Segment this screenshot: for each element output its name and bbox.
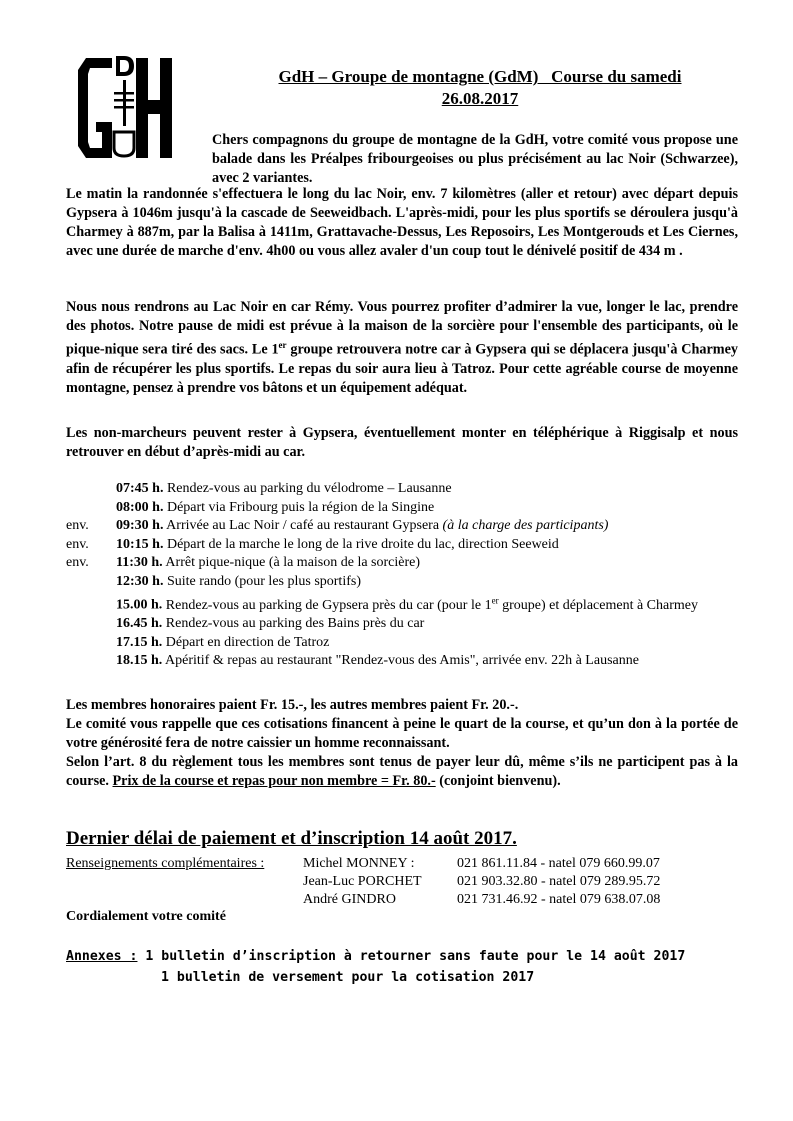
schedule-time: 07:45 h.	[116, 481, 164, 496]
annexes-label: Annexes :	[66, 949, 138, 964]
schedule-body	[116, 517, 746, 536]
paragraph-route: Le matin la randonnée s'effectuera le long du lac Noir, env. 7 kilomètres (aller et retour) avec départ depuis Gypsera à 1046m jusqu'à la cascade de Seeweidbach. L'après-midi, pour les plus sportifs se déroulera jusqu'à Charmey à 887m, par la Balisa à 1411m, Grattavache-Dessus, Les Reposoirs, Les Montgerouds et Les Ciernes, avec une durée de marche d'env. 4h00 ou vous allez avaler d'un coup tout le dénivelé positif de 434 m .	[66, 186, 738, 259]
contact-name: Jean-Luc PORCHET	[303, 874, 422, 889]
schedule-text: Départ via Fribourg puis la région de la Singine	[163, 499, 435, 515]
schedule-text: Arrêt pique-nique (à la maison de la sorcière)	[162, 555, 421, 570]
schedule-body	[116, 480, 746, 499]
schedule-text: Rendez-vous au parking de Gypsera près du car (pour le 1er groupe) et déplacement à Charmey	[162, 595, 698, 613]
schedule-time: 15.00 h.	[116, 597, 163, 613]
schedule-time: 11:30 h.	[116, 555, 163, 570]
contacts-block	[66, 855, 746, 909]
schedule-time: 17.15 h.	[116, 634, 163, 650]
schedule-item	[66, 536, 746, 555]
schedule-item	[66, 634, 746, 653]
schedule-item	[66, 573, 746, 592]
schedule-text: Arrivée au Lac Noir / café au restaurant Gypsera	[163, 518, 443, 533]
superscript-er: er	[278, 340, 287, 350]
page-title	[200, 66, 760, 110]
contact-phones: 021 861.11.84 - natel 079 660.99.07	[457, 856, 660, 871]
schedule-prefix: env.	[66, 536, 89, 552]
schedule-body	[116, 615, 746, 634]
contact-name: André GINDRO	[303, 892, 396, 907]
schedule-note: (à la charge des participants)	[442, 518, 609, 533]
paragraph-transport	[66, 298, 738, 398]
fees-line: Les membres honoraires paient Fr. 15.-, les autres membres paient Fr. 20.-.	[66, 697, 519, 713]
schedule-text: Départ en direction de Tatroz	[162, 634, 330, 650]
schedule-text: Départ de la marche le long de la rive droite du lac, direction Seeweid	[163, 536, 559, 552]
rules-line	[66, 753, 738, 791]
gdh-logo-icon	[72, 52, 176, 166]
non-member-price: Prix de la course et repas pour non membre = Fr. 80.-	[112, 773, 436, 789]
superscript-er: er	[491, 595, 499, 605]
schedule-prefix: env.	[66, 518, 89, 533]
contact-row	[66, 855, 746, 873]
contacts-label: Renseignements complémentaires :	[66, 856, 265, 871]
contact-name: Michel MONNEY :	[303, 856, 415, 871]
contact-phones: 021 903.32.80 - natel 079 289.95.72	[457, 874, 661, 889]
schedule-item	[66, 499, 746, 518]
intro-paragraph: Chers compagnons du groupe de montagne de la GdH, votre comité vous propose une balade dans les Préalpes fribourgeoises ou plus précisément au lac Noir (Schwarzee), avec 2 variantes.	[212, 132, 738, 186]
schedule-list	[66, 480, 746, 671]
schedule-time: 16.45 h.	[116, 616, 163, 632]
contact-row	[66, 891, 746, 909]
schedule-body	[116, 536, 746, 555]
paragraph-transport-part2: groupe retrouvera notre car à Gypsera qui se déplacera jusqu'à Charmey afin de récupérer les plus sportifs. Le repas du soir aura lieu à Tatroz. Pour cette agréable course de moyenne montagne, pensez à prendre vos bâtons et un équipement adéquat.	[66, 341, 738, 396]
title-line-1: GdH – Groupe de montagne (GdM) Course du samedi	[278, 67, 682, 86]
schedule-text: Apéritif & repas au restaurant "Rendez-vous des Amis", arrivée env. 22h à Lausanne	[162, 653, 639, 669]
paragraph-fees	[66, 696, 738, 791]
schedule-time: 12:30 h.	[116, 573, 164, 589]
schedule-text: Rendez-vous au parking des Bains près du car	[162, 616, 425, 632]
schedule-body	[116, 652, 746, 671]
schedule-time: 08:00 h.	[116, 499, 164, 515]
schedule-text: Suite rando (pour les plus sportifs)	[163, 573, 361, 589]
donation-line: Le comité vous rappelle que ces cotisations financent à peine le quart de la course, et qu’un don à la portée de votre générosité fera de notre caissier un homme reconnaissant.	[66, 716, 738, 751]
paragraph-non-walkers: Les non-marcheurs peuvent rester à Gypsera, éventuellement monter en téléphérique à Riggisalp et nous retrouver en début d’après-midi au car.	[66, 425, 738, 460]
contact-row	[66, 873, 746, 891]
schedule-body	[116, 499, 746, 518]
schedule-item	[66, 517, 746, 536]
paragraph-transport-part1: Nous nous rendrons au Lac Noir en car Rémy. Vous pourrez profiter d’admirer la vue, longer le lac, prendre des photos. Notre pause de midi est prévue à la maison de la sorcière pour l'ensemble des participants, où le pique-nique sera tiré des sacs. Le 1	[66, 299, 738, 358]
rules-text: Selon l’art. 8 du règlement tous les membres sont tenus de payer leur dû, même s’ils ne participent pas à la course.	[66, 754, 738, 789]
schedule-item	[66, 480, 746, 499]
schedule-item	[66, 591, 746, 615]
closing-line: Cordialement votre comité	[66, 909, 226, 924]
schedule-time: 10:15 h.	[116, 536, 164, 552]
title-line-2: 26.08.2017	[441, 89, 519, 108]
schedule-time: 18.15 h.	[116, 653, 163, 669]
schedule-time: 09:30 h.	[116, 518, 164, 533]
schedule-body	[116, 591, 746, 615]
deadline-heading: Dernier délai de paiement et d’inscription 14 août 2017.	[66, 828, 517, 849]
annex-item-2: 1 bulletin de versement pour la cotisation 2017	[161, 970, 535, 985]
schedule-item	[66, 652, 746, 671]
annex-item-1: 1 bulletin d’inscription à retourner sans faute pour le 14 août 2017	[137, 949, 686, 964]
schedule-item	[66, 615, 746, 634]
schedule-item	[66, 554, 746, 573]
rules-text-end: (conjoint bienvenu).	[435, 773, 561, 789]
schedule-body	[116, 634, 746, 653]
annexes-block	[66, 946, 685, 988]
contact-phones: 021 731.46.92 - natel 079 638.07.08	[457, 892, 661, 907]
schedule-body	[116, 554, 746, 573]
schedule-body	[116, 573, 746, 592]
annex-row-1	[66, 946, 685, 967]
schedule-text: Rendez-vous au parking du vélodrome – Lausanne	[163, 481, 452, 496]
schedule-prefix: env.	[66, 555, 89, 570]
annex-row-2	[66, 967, 685, 988]
